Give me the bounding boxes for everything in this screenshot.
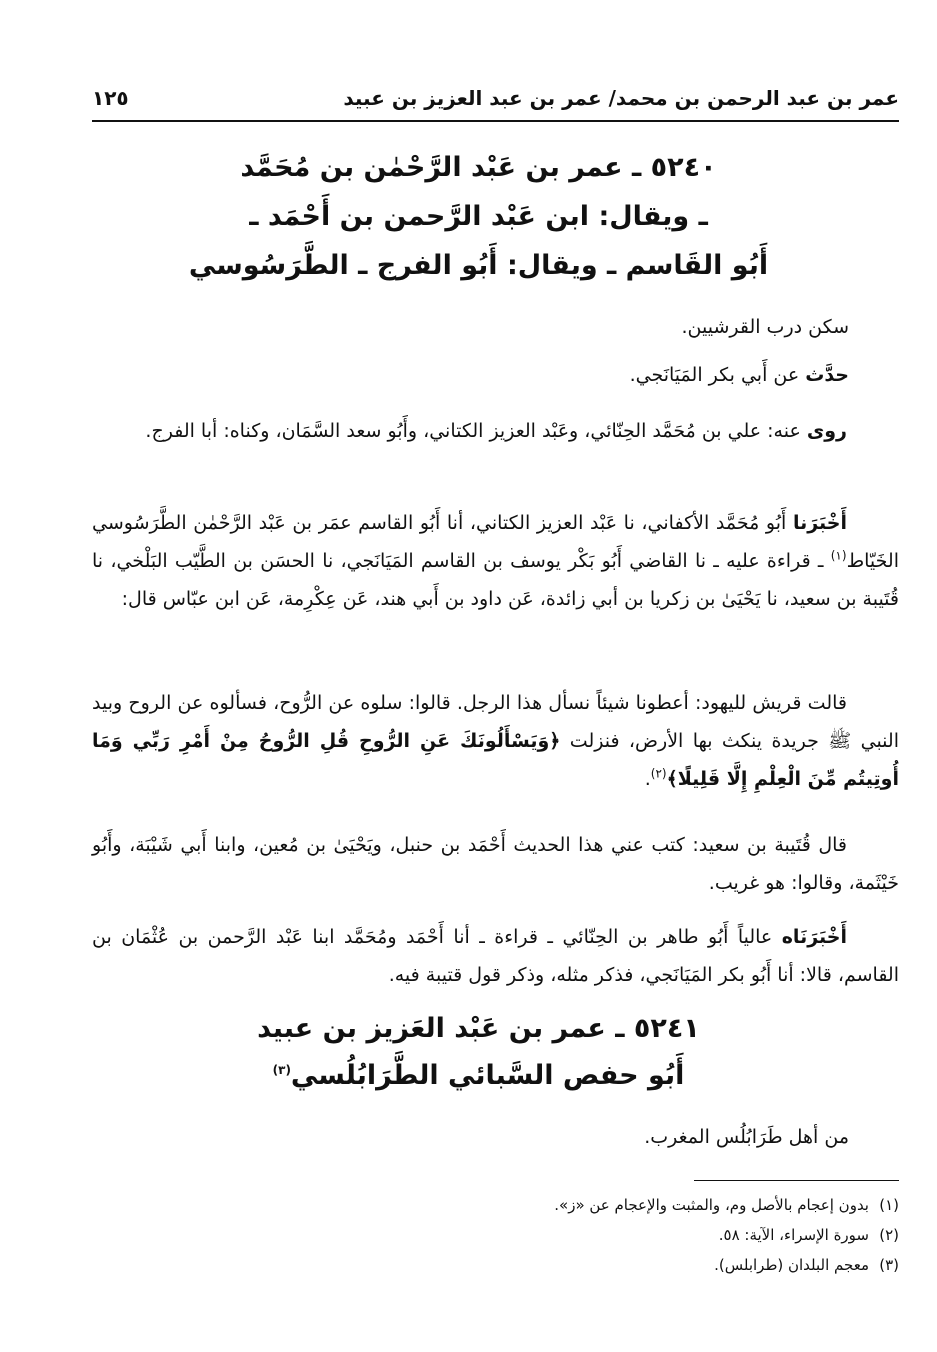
paragraph-text: . bbox=[644, 768, 651, 790]
paragraph-narrated bbox=[92, 356, 849, 394]
header-rule bbox=[92, 120, 899, 122]
footnote-number: (٢) bbox=[879, 1226, 899, 1244]
footnote-text: معجم البلدان (طرابلس). bbox=[714, 1256, 869, 1274]
paragraph-isnad-alt bbox=[92, 918, 899, 994]
entry2-heading-line2 bbox=[60, 1060, 897, 1091]
footnote-number: (٣) bbox=[879, 1256, 899, 1274]
entry2-heading-line1: ٥٢٤١ ـ عمر بن عَبْد العَزيز بن عبيد bbox=[257, 1013, 700, 1044]
paragraph-text: ـ قراءة عليه ـ نا القاضي أَبُو بَكْر يوسف بن القاسم المَيَانَجي، نا الحسَن بن الطَّيّب البَلْخي، نا قُتَيبة بن سعيد، نا يَحْيَىٰ بن زكريا بن أبي زائدة، عَن داود بن أَبي هند، عَن عِكْرِمة، عَن ابن عبّاس قال: bbox=[92, 550, 899, 610]
lead-word: أَخْبَرَنا bbox=[792, 512, 847, 534]
paragraph-text: عن أَبي بكر المَيَانَجي. bbox=[629, 364, 806, 386]
paragraph-text: أَبُو مُحَمَّد الأكفاني، نا عَبْد العزيز الكتاني، أنا أَبُو القاسم عمَر بن عَبْد الرَّحْمٰن الطَّرَسُوسي الخَيّاط bbox=[92, 512, 899, 572]
footnote-ref: (٣) bbox=[272, 1063, 291, 1077]
entry-heading-line3: أَبُو القَاسم ـ ويقال: أَبُو الفرج ـ الطَّرَسُوسي bbox=[188, 250, 769, 281]
page-number: ١٢٥ bbox=[92, 86, 129, 110]
lead-word: أَخْبَرَنَاه bbox=[781, 926, 847, 948]
footnote-ref: (٢) bbox=[650, 766, 667, 781]
footnote bbox=[300, 1226, 899, 1244]
paragraph-isnad bbox=[92, 504, 899, 618]
footnote-text: بدون إعجام بالأصل وم، والمثبت والإعجام عن «ز». bbox=[554, 1196, 869, 1214]
paragraph-text: قالت قريش لليهود: أعطونا شيئاً نسأل هذا الرجل. قالوا: سلوه عن الرُّوح، فسألوه عن الروح وبيد النبي ﷺ جريدة ينكث بها الأرض، فنزلت bbox=[92, 692, 899, 752]
paragraph-residence: سكن درب القرشيين. bbox=[681, 316, 849, 338]
paragraph-hadith bbox=[92, 684, 899, 798]
paragraph-narrators bbox=[92, 412, 899, 450]
entry-heading-line2: ـ ويقال: ابن عَبْد الرَّحمن بن أَحْمَد ـ bbox=[249, 201, 708, 232]
header-title: عمر بن عبد الرحمن بن محمد/ عمر بن عبد العزيز بن عبيد bbox=[343, 86, 899, 110]
entry-heading-line1: ٥٢٤٠ ـ عمر بن عَبْد الرَّحْمٰن بن مُحَمَّد bbox=[240, 152, 717, 183]
paragraph-text: عنه: علي بن مُحَمَّد الحِنّائي، وعَبْد العزيز الكتاني، وأَبُو سعد السَّمَان، وكناه: أبا الفرج. bbox=[145, 420, 807, 442]
running-header bbox=[92, 86, 899, 120]
footnote-text: سورة الإسراء، الآية: ٥٨. bbox=[718, 1226, 869, 1244]
footnote bbox=[300, 1196, 899, 1214]
footnote bbox=[300, 1256, 899, 1274]
paragraph-text: عالياً أَبُو طاهر بن الحِنّائي ـ قراءة ـ أنا أَحْمَد ومُحَمَّد ابنا عَبْد الرَّحمن بن عُثْمَان بن القاسم، قالا: أنا أَبُو بكر المَيَانَجي، فذكر مثله، وذكر قول قتيبة فيه. bbox=[92, 926, 899, 986]
footnote-rule bbox=[694, 1180, 899, 1181]
paragraph-qutayba: قال قُتَيبة بن سعيد: كتب عني هذا الحديث أَحْمَد بن حنبل، ويَحْيَىٰ بن مُعين، وابنا أَبي شَيْبَة، وأَبُو خَيْثَمة، وقالوا: هو غريب. bbox=[92, 834, 899, 894]
lead-word: حدَّث bbox=[805, 364, 849, 386]
entry2-heading-text: أَبُو حفص السَّبائي الطَّرَابُلُسي bbox=[290, 1060, 685, 1091]
footnote-ref: (١) bbox=[830, 548, 847, 563]
paragraph-origin: من أهل طَرَابُلُس المغرب. bbox=[644, 1126, 849, 1148]
quran-quote: ﴿وَيَسْأَلُونَكَ عَنِ الرُّوحِ قُلِ الرُّوحُ مِنْ أَمْرِ رَبِّي وَمَا أُوتِيتُم مِّنَ الْعِلْمِ إِلَّا قَلِيلًا﴾ bbox=[92, 730, 899, 790]
footnote-number: (١) bbox=[879, 1196, 899, 1214]
lead-word: روى bbox=[806, 420, 847, 442]
